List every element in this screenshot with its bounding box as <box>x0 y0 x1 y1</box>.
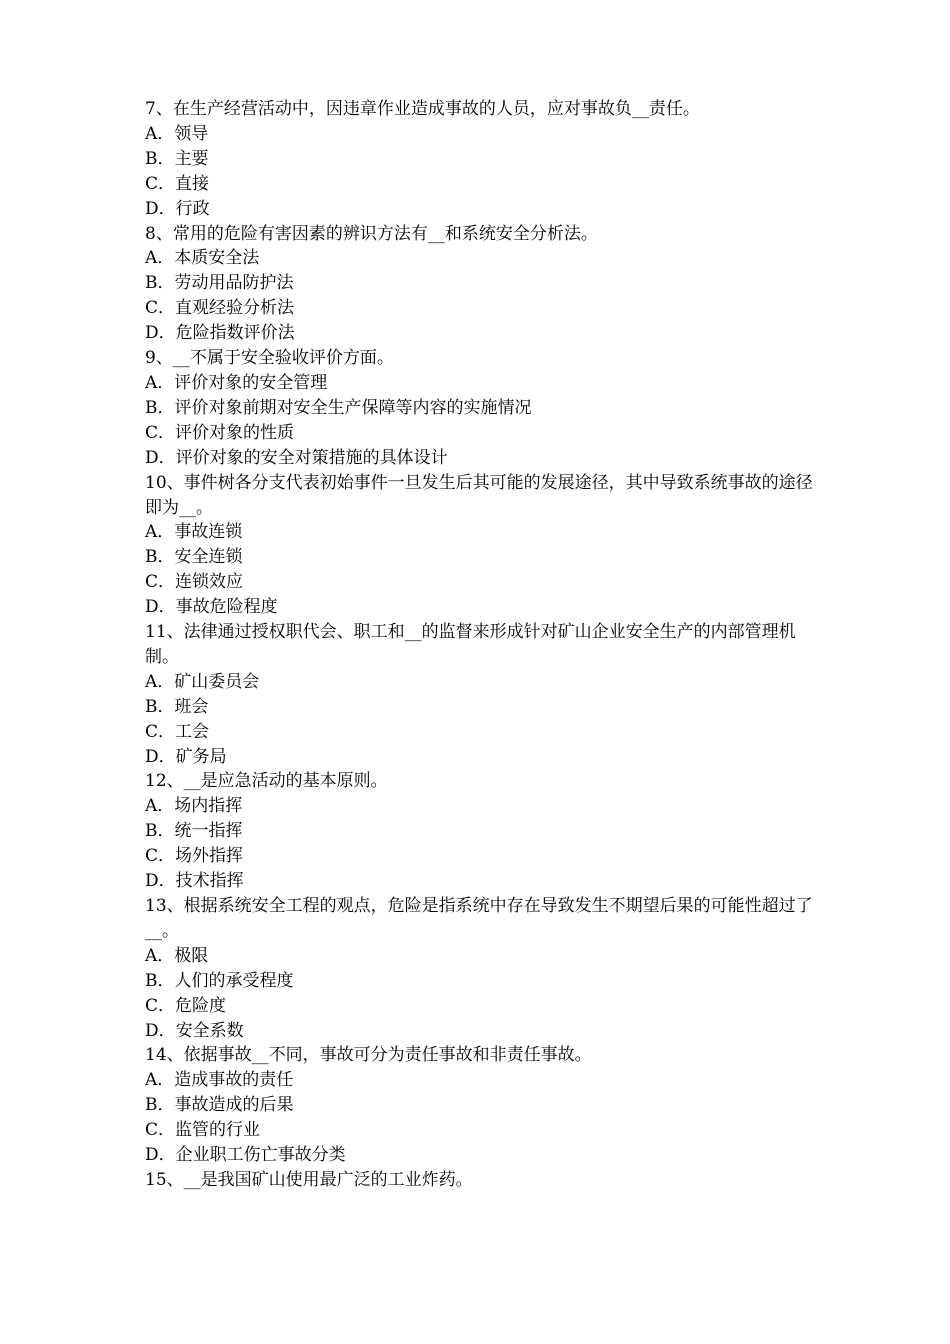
answer-option: A．矿山委员会 <box>145 671 260 692</box>
question-text: 9、__不属于安全验收评价方面。 <box>145 348 394 369</box>
answer-option: C．工会 <box>145 721 210 742</box>
answer-option: C．评价对象的性质 <box>145 422 295 443</box>
answer-option: D．技术指挥 <box>145 871 244 892</box>
answer-option: B．事故造成的后果 <box>145 1095 294 1116</box>
question-text: 12、__是应急活动的基本原则。 <box>145 771 388 792</box>
question-text: 15、__是我国矿山使用最广泛的工业炸药。 <box>145 1169 473 1190</box>
question-text: 13、根据系统安全工程的观点，危险是指系统中存在导致发生不期望后果的可能性超过了__。 <box>145 896 813 941</box>
answer-option: B．统一指挥 <box>145 821 243 842</box>
question-list <box>145 97 815 1193</box>
answer-option: D．评价对象的安全对策措施的具体设计 <box>145 447 448 468</box>
answer-option: C．危险度 <box>145 995 227 1016</box>
question-text: 14、依据事故__不同，事故可分为责任事故和非责任事故。 <box>145 1045 592 1066</box>
answer-option: C．监管的行业 <box>145 1120 261 1141</box>
answer-option: A．事故连锁 <box>145 522 243 543</box>
answer-option: D．安全系数 <box>145 1020 244 1041</box>
question-text: 11、法律通过授权职代会、职工和__的监督来形成针对矿山企业安全生产的内部管理机制。 <box>145 622 796 667</box>
answer-option: D．事故危险程度 <box>145 597 278 618</box>
answer-option: A．评价对象的安全管理 <box>145 372 328 393</box>
question-text: 8、常用的危险有害因素的辨识方法有__和系统安全分析法。 <box>145 223 598 244</box>
answer-option: B．班会 <box>145 696 209 717</box>
answer-option: A．领导 <box>145 123 209 144</box>
answer-option: A．造成事故的责任 <box>145 1070 294 1091</box>
answer-option: B．安全连锁 <box>145 547 243 568</box>
answer-option: D．行政 <box>145 198 210 219</box>
answer-option: B．评价对象前期对安全生产保障等内容的实施情况 <box>145 397 532 418</box>
answer-option: A．极限 <box>145 945 209 966</box>
answer-option: C．场外指挥 <box>145 846 244 867</box>
answer-option: A．场内指挥 <box>145 796 243 817</box>
answer-option: C．直接 <box>145 173 210 194</box>
answer-option: D．危险指数评价法 <box>145 323 295 344</box>
answer-option: D．企业职工伤亡事故分类 <box>145 1145 346 1166</box>
answer-option: B．劳动用品防护法 <box>145 273 294 294</box>
answer-option: A．本质安全法 <box>145 248 260 269</box>
answer-option: C．连锁效应 <box>145 572 244 593</box>
question-text: 10、事件树各分支代表初始事件一旦发生后其可能的发展途径，其中导致系统事故的途径即为__。 <box>145 472 813 518</box>
answer-option: D．矿务局 <box>145 746 227 767</box>
question-text: 7、在生产经营活动中，因违章作业造成事故的人员，应对事故负__责任。 <box>145 99 700 119</box>
answer-option: B．主要 <box>145 148 209 169</box>
answer-option: B．人们的承受程度 <box>145 970 294 991</box>
answer-option: C．直观经验分析法 <box>145 298 295 319</box>
